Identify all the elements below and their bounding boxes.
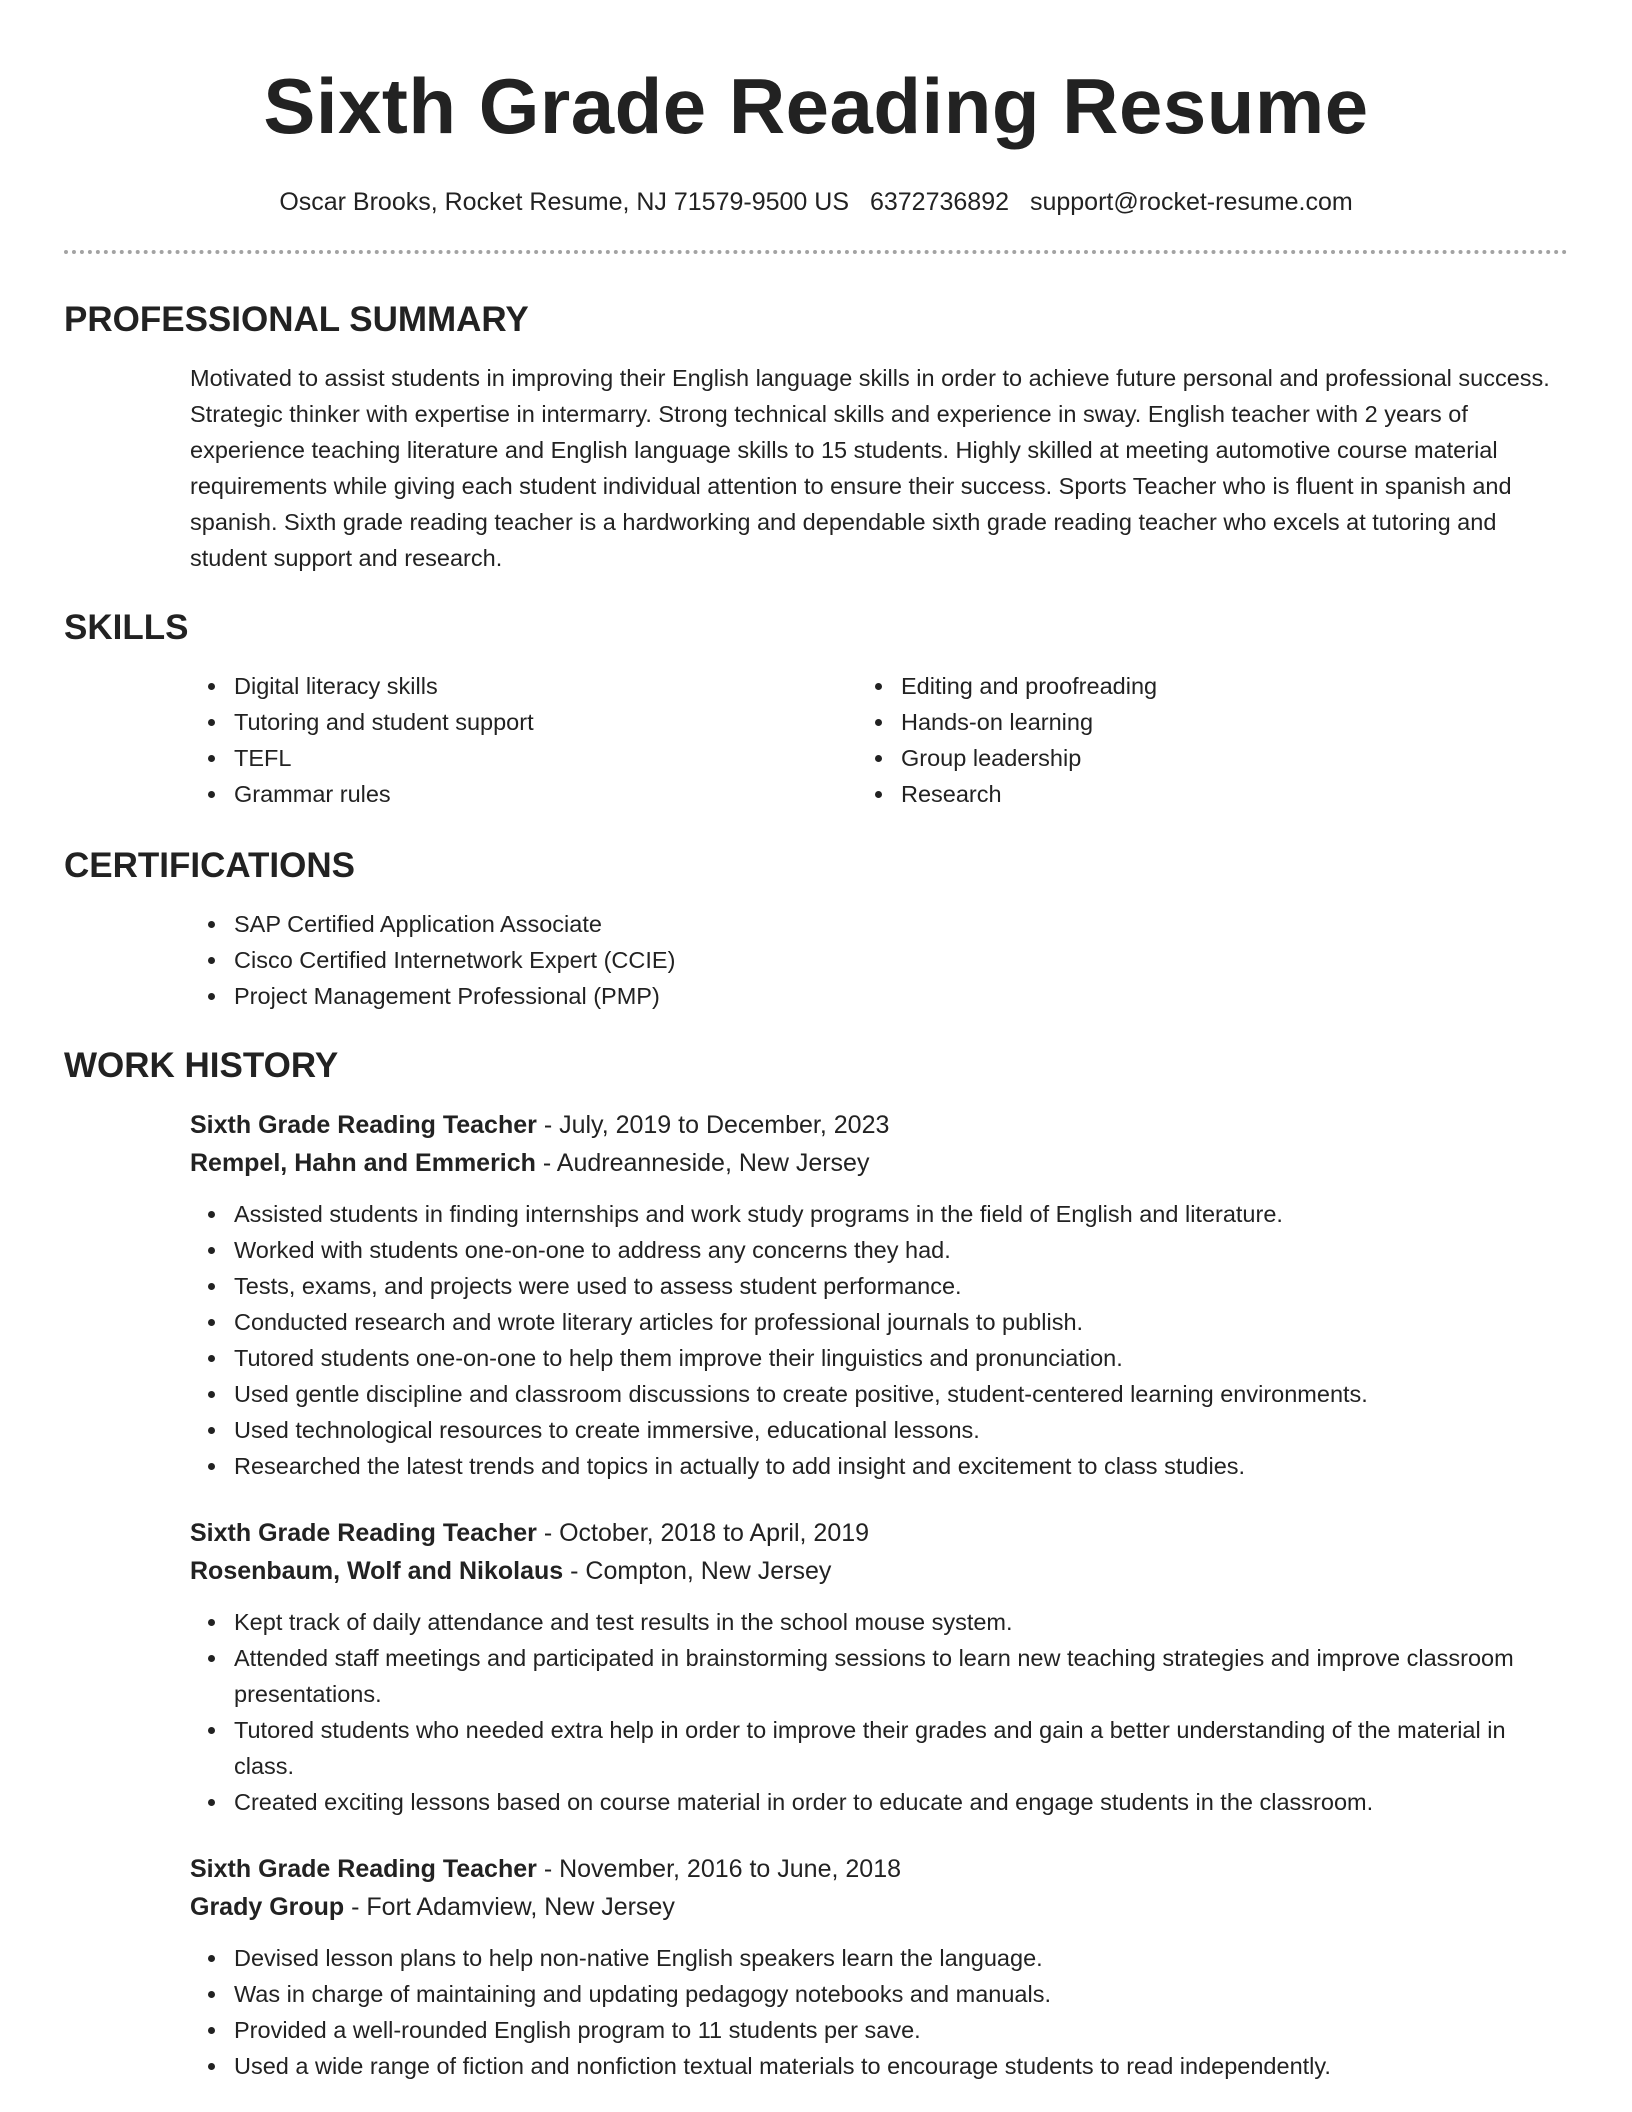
job-bullet: Provided a well-rounded English program to 11 students per save. — [234, 2012, 1568, 2048]
job-bullet: Tutored students one-on-one to help them improve their linguistics and pronunciation. — [234, 1340, 1568, 1376]
header-divider — [64, 250, 1568, 254]
certifications-section — [64, 844, 1568, 1014]
job-company-line — [190, 1888, 1568, 1926]
certification-item: SAP Certified Application Associate — [234, 906, 1568, 942]
contact-phone: 6372736892 — [869, 188, 1010, 216]
job-company-line — [190, 1552, 1568, 1590]
job-bullets — [64, 1940, 1568, 2084]
resume-title: Sixth Grade Reading Resume — [263, 62, 1369, 150]
job-bullet: Created exciting lessons based on course material in order to educate and engage students in the classroom. — [234, 1784, 1568, 1820]
job-entry — [64, 1514, 1568, 1820]
job-bullet: Assisted students in finding internships and work study programs in the field of English and literature. — [234, 1196, 1568, 1232]
job-bullet: Used gentle discipline and classroom discussions to create positive, student-centered learning environments. — [234, 1376, 1568, 1412]
job-entry — [64, 1106, 1568, 1484]
skill-item: Grammar rules — [234, 776, 901, 812]
job-company: Rosenbaum, Wolf and Nikolaus — [190, 1557, 564, 1585]
job-company: Rempel, Hahn and Emmerich — [190, 1149, 536, 1177]
job-bullet: Worked with students one-on-one to address any concerns they had. — [234, 1232, 1568, 1268]
job-company-line — [190, 1144, 1568, 1182]
job-role: Sixth Grade Reading Teacher — [190, 1519, 537, 1547]
section-title-summary: PROFESSIONAL SUMMARY — [64, 300, 529, 339]
skill-item: TEFL — [234, 740, 901, 776]
contact-email: support@rocket-resume.com — [1029, 188, 1353, 216]
job-dates: - November, 2016 to June, 2018 — [536, 1855, 901, 1883]
skill-item: Research — [901, 776, 1568, 812]
job-title-line — [190, 1850, 1568, 1888]
skill-item: Hands-on learning — [901, 704, 1568, 740]
contact-line — [64, 186, 1568, 218]
job-bullets — [64, 1604, 1568, 1820]
section-title-work: WORK HISTORY — [64, 1046, 339, 1085]
job-title-line — [190, 1106, 1568, 1144]
summary-text: Motivated to assist students in improving their English language skills in order to achieve future personal and professional success. Strategic thinker with expertise in intermarry. Strong technical skills and experience in sway. English teacher with 2 years of experience teaching literature and English language skills to 15 students. Highly skilled at meeting automotive course material requirements while giving each student individual attention to ensure their success. Sports Teacher who is fluent in spanish and spanish. Sixth grade reading teacher is a hardworking and dependable sixth grade reading teacher who excels at tutoring and student support and research. — [190, 365, 1550, 571]
job-role: Sixth Grade Reading Teacher — [190, 1855, 537, 1883]
job-location: - Compton, New Jersey — [563, 1557, 832, 1585]
job-entry — [64, 1850, 1568, 2084]
job-company: Grady Group — [190, 1893, 345, 1921]
skills-grid — [64, 668, 1568, 812]
job-bullets — [64, 1196, 1568, 1484]
professional-summary-section — [64, 298, 1568, 576]
job-bullet: Tests, exams, and projects were used to assess student performance. — [234, 1268, 1568, 1304]
job-bullet: Kept track of daily attendance and test results in the school mouse system. — [234, 1604, 1568, 1640]
contact-address: Oscar Brooks, Rocket Resume, NJ 71579-9500 US — [279, 188, 850, 216]
skill-item: Digital literacy skills — [234, 668, 901, 704]
certification-item: Cisco Certified Internetwork Expert (CCIE) — [234, 942, 1568, 978]
skills-section — [64, 606, 1568, 812]
job-bullet: Tutored students who needed extra help in order to improve their grades and gain a better understanding of the material in class. — [234, 1712, 1568, 1784]
job-bullet: Devised lesson plans to help non-native English speakers learn the language. — [234, 1940, 1568, 1976]
job-title-line — [190, 1514, 1568, 1552]
job-bullet: Conducted research and wrote literary articles for professional journals to publish. — [234, 1304, 1568, 1340]
work-history-section — [64, 1044, 1568, 2084]
skill-item: Group leadership — [901, 740, 1568, 776]
skills-list-left — [64, 668, 901, 812]
skill-item: Tutoring and student support — [234, 704, 901, 740]
section-title-skills: SKILLS — [64, 608, 189, 647]
skill-item: Editing and proofreading — [901, 668, 1568, 704]
job-bullet: Used technological resources to create immersive, educational lessons. — [234, 1412, 1568, 1448]
skills-list-right — [901, 668, 1568, 812]
section-title-certifications: CERTIFICATIONS — [64, 846, 356, 885]
job-dates: - October, 2018 to April, 2019 — [536, 1519, 870, 1547]
job-bullet: Attended staff meetings and participated in brainstorming sessions to learn new teaching strategies and improve classroom presentations. — [234, 1640, 1568, 1712]
job-bullet: Used a wide range of fiction and nonfiction textual materials to encourage students to read independently. — [234, 2048, 1568, 2084]
job-bullet: Was in charge of maintaining and updating pedagogy notebooks and manuals. — [234, 1976, 1568, 2012]
job-location: - Audreanneside, New Jersey — [535, 1149, 870, 1177]
certifications-list — [64, 906, 1568, 1014]
job-dates: - July, 2019 to December, 2023 — [536, 1111, 890, 1139]
job-role: Sixth Grade Reading Teacher — [190, 1111, 537, 1139]
certification-item: Project Management Professional (PMP) — [234, 978, 1568, 1014]
job-bullet: Researched the latest trends and topics in actually to add insight and excitement to class studies. — [234, 1448, 1568, 1484]
job-location: - Fort Adamview, New Jersey — [344, 1893, 675, 1921]
